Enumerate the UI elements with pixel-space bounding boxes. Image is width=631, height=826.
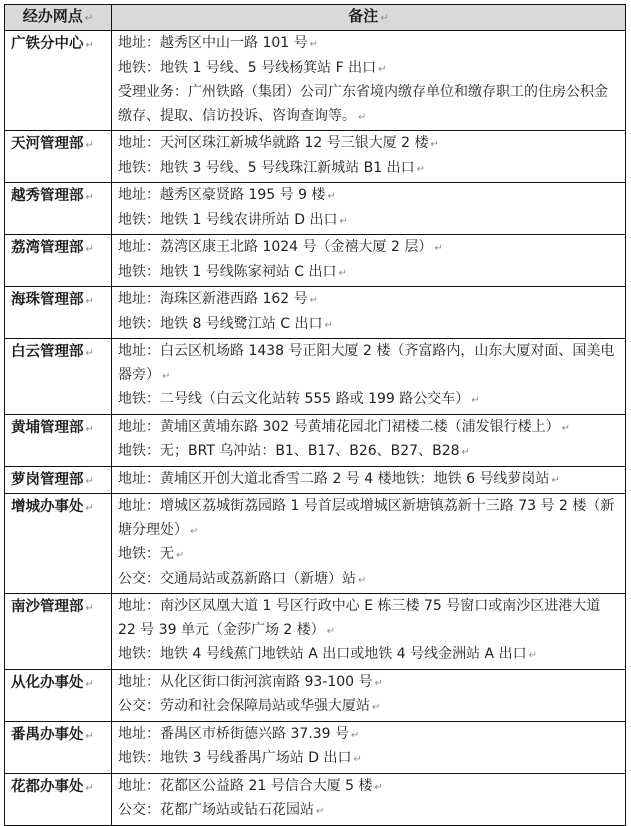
paragraph-mark-icon: ↵ — [471, 395, 480, 406]
note-line — [118, 543, 621, 568]
document-page — [4, 4, 625, 826]
table-row — [5, 594, 626, 670]
paragraph-mark-icon: ↵ — [85, 678, 94, 690]
paragraph-mark-icon: ↵ — [350, 729, 360, 741]
note-text: 受理业务：广州铁路（集团）公司广东省境内缴存单位和缴存职工的住房公积金缴存、提取、信访投诉、咨询查询等。 — [118, 84, 608, 124]
paragraph-mark-icon: ↵ — [380, 13, 389, 24]
note-line — [118, 695, 621, 720]
outlet-name-cell — [5, 414, 112, 466]
table-row — [5, 31, 626, 131]
note-text: 地址：越秀区豪贤路 195 号 9 楼 — [118, 187, 326, 203]
outlet-notes-cell — [112, 594, 626, 670]
paragraph-mark-icon: ↵ — [309, 39, 319, 50]
note-line — [118, 416, 621, 441]
paragraph-mark-icon: ↵ — [528, 650, 537, 661]
outlet-name: 从化办事处 — [11, 674, 84, 691]
note-text: 地址：海珠区新港西路 162 号 — [118, 291, 308, 307]
paragraph-mark-icon: ↵ — [85, 348, 94, 359]
service-outlets-table — [4, 4, 626, 826]
paragraph-mark-icon: ↵ — [338, 267, 347, 279]
header-outlet — [5, 5, 112, 31]
note-line — [118, 595, 621, 643]
outlet-notes-cell — [112, 773, 626, 825]
paragraph-mark-icon: ↵ — [85, 782, 94, 794]
paragraph-mark-icon: ↵ — [353, 754, 362, 765]
table-row — [5, 183, 626, 235]
paragraph-mark-icon: ↵ — [358, 574, 367, 586]
note-text: 公交：劳动和社会保障局站或华强大厦站 — [118, 698, 370, 714]
note-line — [118, 184, 621, 209]
note-text: 地铁：地铁 3 号线番禺广场站 D 出口 — [118, 750, 352, 766]
paragraph-mark-icon: ↵ — [190, 525, 199, 537]
note-line — [118, 209, 621, 234]
note-line — [118, 57, 621, 82]
outlet-name-cell — [5, 721, 112, 773]
note-text: 地址：花都区公益路 21 号信合大厦 5 楼 — [118, 777, 373, 794]
note-text: 地铁：地铁 1 号线农讲所站 D 出口 — [118, 211, 338, 228]
paragraph-mark-icon: ↵ — [162, 370, 171, 382]
table-row — [5, 287, 626, 339]
note-line — [118, 643, 621, 668]
outlet-name: 荔湾管理部 — [11, 240, 84, 256]
note-line — [118, 775, 621, 800]
paragraph-mark-icon: ↵ — [85, 192, 94, 203]
outlet-name-cell — [5, 183, 112, 235]
note-text: 地址：番禺区市桥街德兴路 37.39 号 — [118, 725, 349, 742]
outlet-notes-cell — [112, 287, 626, 339]
note-text: 地址：增城区荔城街荔园路 1 号首层或增城区新塘镇荔新十三路 73 号 2 楼（新塘分理处） — [118, 498, 615, 538]
note-text: 地铁：无；BRT 乌冲站：B1、B17、B26、B27、B28 — [118, 443, 460, 459]
paragraph-mark-icon: ↵ — [85, 244, 94, 255]
table-row — [5, 131, 626, 183]
note-text: 地址：白云区机场路 1438 号正阳大厦 2 楼（齐富路内，山东大厦对面、国美电器旁） — [118, 343, 615, 383]
outlet-name-cell — [5, 466, 112, 494]
paragraph-mark-icon: ↵ — [85, 423, 94, 435]
outlet-notes-cell — [112, 414, 626, 466]
outlet-name: 黄埔管理部 — [11, 419, 84, 436]
outlet-name: 广铁分中心 — [11, 36, 84, 52]
note-text: 地铁：地铁 1 号线、5 号线杨箕站 F 出口 — [118, 59, 377, 76]
note-line — [118, 236, 621, 261]
paragraph-mark-icon: ↵ — [461, 447, 470, 458]
outlet-notes-cell — [112, 466, 626, 494]
note-text: 地址：荔湾区康王北路 1024 号（金禧大厦 2 层） — [118, 239, 433, 255]
table-row — [5, 494, 626, 594]
note-line — [118, 313, 621, 338]
note-line — [118, 32, 621, 57]
note-line — [118, 132, 621, 157]
note-text: 地址：天河区珠江新城华就路 12 号三银大厦 2 楼 — [118, 135, 429, 151]
paragraph-mark-icon: ↵ — [551, 474, 560, 486]
table-row — [5, 773, 626, 825]
outlet-name-cell — [5, 31, 112, 131]
outlet-name-cell — [5, 131, 112, 183]
paragraph-mark-icon: ↵ — [85, 603, 94, 614]
outlet-name: 增城办事处 — [11, 499, 84, 515]
note-text: 公交：交通局站或荔新路口（新塘）站 — [118, 570, 356, 587]
outlet-name-cell — [5, 773, 112, 825]
note-text: 地址：黄埔区开创大道北香雪二路 2 号 4 楼地铁：地铁 6 号线萝岗站 — [118, 470, 550, 487]
table-row — [5, 235, 626, 287]
outlet-name: 越秀管理部 — [11, 188, 84, 204]
table-row — [5, 466, 626, 494]
outlet-name: 花都办事处 — [11, 778, 84, 795]
table-header-row — [5, 5, 626, 31]
note-line — [118, 261, 621, 286]
table-row — [5, 339, 626, 415]
paragraph-mark-icon: ↵ — [430, 139, 439, 150]
note-line — [118, 440, 621, 465]
paragraph-mark-icon: ↵ — [324, 319, 333, 331]
outlet-notes-cell — [112, 339, 626, 415]
header-notes — [112, 5, 626, 31]
note-text: 地址：越秀区中山一路 101 号 — [118, 35, 308, 51]
paragraph-mark-icon: ↵ — [416, 163, 425, 175]
outlet-notes-cell — [112, 721, 626, 773]
paragraph-mark-icon: ↵ — [372, 702, 381, 713]
note-line — [118, 799, 621, 824]
paragraph-mark-icon: ↵ — [85, 730, 94, 742]
outlet-name-cell — [5, 287, 112, 339]
table-row — [5, 669, 626, 721]
paragraph-mark-icon: ↵ — [374, 677, 383, 689]
header-outlet-label: 经办网点 — [22, 7, 83, 25]
outlet-notes-cell — [112, 494, 626, 594]
table-row — [5, 721, 626, 773]
paragraph-mark-icon: ↵ — [326, 625, 336, 637]
note-line — [118, 568, 621, 593]
paragraph-mark-icon: ↵ — [85, 40, 94, 51]
note-line — [118, 157, 621, 182]
note-text: 地铁：无 — [118, 546, 174, 562]
note-text: 公交：花都广场站或钻石花园站 — [118, 802, 314, 818]
outlet-name: 海珠管理部 — [11, 292, 84, 308]
paragraph-mark-icon: ↵ — [358, 111, 367, 123]
note-line — [118, 388, 621, 413]
outlet-name: 南沙管理部 — [11, 599, 84, 615]
outlet-name-cell — [5, 494, 112, 594]
paragraph-mark-icon: ↵ — [85, 296, 94, 307]
note-line — [118, 288, 621, 313]
note-text: 地址：黄埔区黄埔东路 302 号黄埔花园北门裙楼二楼（浦发银行楼上） — [118, 418, 560, 435]
outlet-name-cell — [5, 339, 112, 415]
outlet-notes-cell — [112, 235, 626, 287]
note-text: 地址：从化区街口街河滨南路 93-100 号 — [118, 673, 373, 690]
outlet-notes-cell — [112, 31, 626, 131]
note-line — [118, 468, 621, 493]
paragraph-mark-icon: ↵ — [327, 191, 336, 202]
paragraph-mark-icon: ↵ — [339, 215, 348, 227]
note-text: 地铁：地铁 3 号线、5 号线珠江新城站 B1 出口 — [118, 159, 415, 176]
paragraph-mark-icon: ↵ — [85, 140, 94, 151]
table-row — [5, 414, 626, 466]
paragraph-mark-icon: ↵ — [561, 422, 571, 434]
outlet-name-cell — [5, 669, 112, 721]
header-notes-label: 备注 — [348, 7, 379, 25]
paragraph-mark-icon: ↵ — [316, 806, 325, 817]
paragraph-mark-icon: ↵ — [176, 550, 185, 561]
outlet-name: 番禺办事处 — [11, 726, 84, 743]
outlet-notes-cell — [112, 131, 626, 183]
outlet-name: 天河管理部 — [11, 136, 84, 152]
paragraph-mark-icon: ↵ — [378, 63, 387, 75]
note-line — [118, 671, 621, 696]
note-text: 地址：南沙区凤凰大道 1 号区行政中心 E 栋三楼 75 号窗口或南沙区进港大道 22 号 39 单元（金莎广场 2 楼） — [118, 598, 601, 638]
note-text: 地铁：地铁 8 号线鹭江站 C 出口 — [118, 315, 323, 332]
note-text: 地铁：地铁 4 号线蕉门地铁站 A 出口或地铁 4 号线金洲站 A 出口 — [118, 646, 527, 662]
note-text: 地铁：地铁 1 号线陈家祠站 C 出口 — [118, 263, 337, 280]
outlet-name-cell — [5, 594, 112, 670]
note-text: 地铁：二号线（白云文化站转 555 路或 199 路公交车） — [118, 391, 470, 407]
paragraph-mark-icon: ↵ — [85, 475, 94, 487]
outlet-notes-cell — [112, 669, 626, 721]
note-line — [118, 81, 621, 129]
note-line — [118, 340, 621, 388]
outlet-name: 萝岗管理部 — [11, 471, 84, 488]
table-body — [5, 31, 626, 826]
paragraph-mark-icon: ↵ — [85, 503, 94, 514]
outlet-notes-cell — [112, 183, 626, 235]
paragraph-mark-icon: ↵ — [84, 13, 94, 24]
outlet-name-cell — [5, 235, 112, 287]
paragraph-mark-icon: ↵ — [374, 781, 383, 793]
outlet-name: 白云管理部 — [11, 344, 84, 360]
paragraph-mark-icon: ↵ — [434, 243, 443, 254]
note-line — [118, 495, 621, 543]
paragraph-mark-icon: ↵ — [309, 295, 319, 306]
note-line — [118, 723, 621, 748]
